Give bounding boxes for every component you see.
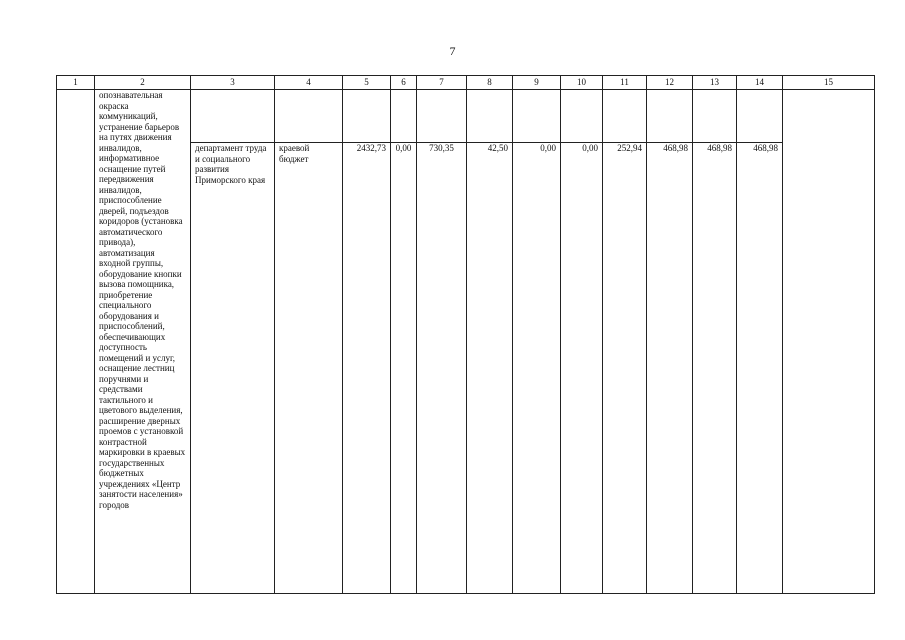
value-col9: 0,00	[513, 143, 561, 594]
col-header-13: 13	[693, 76, 737, 90]
cell-col15	[783, 90, 875, 594]
col-header-7: 7	[417, 76, 467, 90]
cell-empty	[737, 90, 783, 143]
cell-empty	[417, 90, 467, 143]
cell-empty	[603, 90, 647, 143]
cell-empty	[275, 90, 343, 143]
cell-empty	[343, 90, 391, 143]
value-col6: 0,00	[391, 143, 417, 594]
col-header-5: 5	[343, 76, 391, 90]
col-header-12: 12	[647, 76, 693, 90]
value-col11: 252,94	[603, 143, 647, 594]
col-header-9: 9	[513, 76, 561, 90]
header-row	[57, 76, 875, 90]
budget-table	[56, 75, 875, 594]
col-header-2: 2	[95, 76, 191, 90]
col-header-15: 15	[783, 76, 875, 90]
col-header-6: 6	[391, 76, 417, 90]
col-header-1: 1	[57, 76, 95, 90]
measure-description: опознавательная окраска коммуникаций, устранение барьеров на путях движения инвалидов, информативное оснащение путей передвижения инвалидов, приспособление дверей, подъездов коридоров (установка автоматического привода), автоматизация входной группы, оборудование кнопки вызова помощника, приобретение специального оборудования и приспособлений, обеспечивающих доступность помещений и услуг, оснащение лестниц поручнями и средствами тактильного и цветового выделения, расширение дверных проемов с установкой контрастной маркировки в краевых государственных бюджетных учреждениях «Центр занятости населения» городов	[95, 90, 191, 594]
cell-empty	[647, 90, 693, 143]
value-col7: 730,35	[417, 143, 467, 594]
value-col5: 2432,73	[343, 143, 391, 594]
cell-empty	[467, 90, 513, 143]
col-header-3: 3	[191, 76, 275, 90]
cell-empty	[513, 90, 561, 143]
cell-empty	[391, 90, 417, 143]
col-header-4: 4	[275, 76, 343, 90]
cell-col1	[57, 90, 95, 594]
value-col10: 0,00	[561, 143, 603, 594]
cell-empty	[191, 90, 275, 143]
page-number: 7	[449, 44, 456, 58]
value-col12: 468,98	[647, 143, 693, 594]
executor-cell: департамент труда и социального развития Приморского края	[191, 143, 275, 594]
value-col14: 468,98	[737, 143, 783, 594]
cell-empty	[693, 90, 737, 143]
col-header-11: 11	[603, 76, 647, 90]
col-header-8: 8	[467, 76, 513, 90]
funding-source-cell: краевой бюджет	[275, 143, 343, 594]
col-header-10: 10	[561, 76, 603, 90]
cell-empty	[561, 90, 603, 143]
table-row	[57, 90, 875, 143]
value-col8: 42,50	[467, 143, 513, 594]
value-col13: 468,98	[693, 143, 737, 594]
col-header-14: 14	[737, 76, 783, 90]
